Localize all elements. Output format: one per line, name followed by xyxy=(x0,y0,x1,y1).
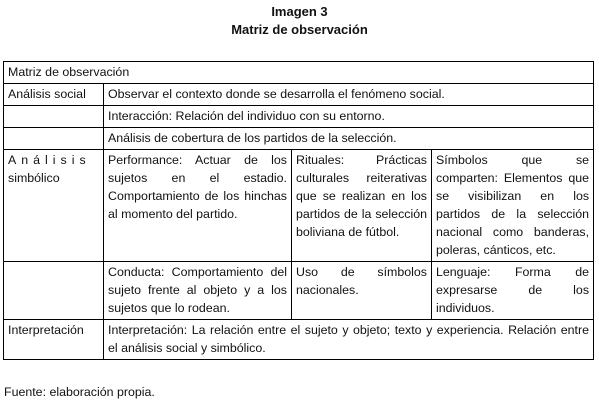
row-label-line1: Análisis xyxy=(8,153,91,167)
table-header-cell: Matriz de observación xyxy=(4,62,594,84)
performance-cell: Performance: Actuar de los sujetos en el estadio. Comportamiento de los hinchas al momento del partido. xyxy=(104,150,292,262)
table-row xyxy=(4,84,594,106)
table-header-row xyxy=(4,62,594,84)
empty-label-cell xyxy=(4,262,104,320)
row-label-analisis-simbolico xyxy=(4,150,104,262)
social-item-3: Análisis de cobertura de los partidos de la selección. xyxy=(104,128,594,150)
interpretacion-cell: Interpretación: La relación entre el sujeto y objeto; texto y experiencia. Relación entre el análisis social y simbólico. xyxy=(104,320,594,360)
table-row xyxy=(4,262,594,320)
source-note: Fuente: elaboración propia. xyxy=(4,385,155,399)
empty-label-cell xyxy=(4,128,104,150)
uso-simbolos-cell: Uso de símbolos nacionales. xyxy=(292,262,432,320)
rituales-cell: Rituales: Prácticas culturales reiterativas que se realizan en los partidos de la selección boliviana de fútbol. xyxy=(292,150,432,262)
table-row xyxy=(4,128,594,150)
row-label-analisis-social: Análisis social xyxy=(4,84,104,106)
lenguaje-cell: Lenguaje: Forma de expresarse de los individuos. xyxy=(432,262,594,320)
figure-number: Imagen 3 xyxy=(271,4,328,19)
table-row xyxy=(4,106,594,128)
simbolos-cell: Símbolos que se comparten: Elementos que se visibilizan en los partidos de la selección nacional como banderas, poleras, cánticos, etc. xyxy=(432,150,594,262)
social-item-2: Interacción: Relación del individuo con su entorno. xyxy=(104,106,594,128)
row-label-line2: simbólico xyxy=(8,171,60,185)
social-item-1: Observar el contexto donde se desarrolla el fenómeno social. xyxy=(104,84,594,106)
table-row xyxy=(4,320,594,360)
figure-title: Matriz de observación xyxy=(231,22,368,37)
empty-label-cell xyxy=(4,106,104,128)
row-label-interpretacion: Interpretación xyxy=(4,320,104,360)
table-row xyxy=(4,150,594,262)
observation-matrix-table xyxy=(3,61,594,360)
conducta-cell: Conducta: Comportamiento del sujeto frente al objeto y a los sujetos que lo rodean. xyxy=(104,262,292,320)
